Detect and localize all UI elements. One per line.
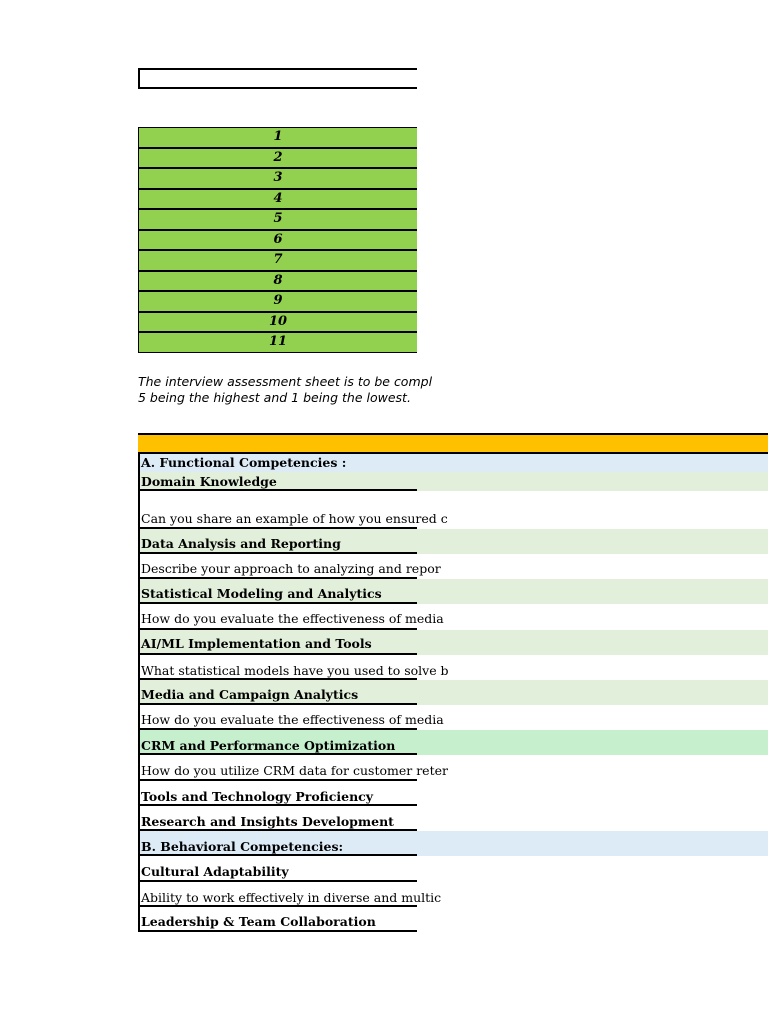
number-cell: 7 [138, 250, 417, 271]
competency-label: AI/ML Implementation and Tools [138, 630, 417, 655]
question-text: What statistical models have you used to solve b [138, 655, 417, 680]
competency-label: Data Analysis and Reporting [138, 529, 417, 554]
number-cell: 3 [138, 168, 417, 189]
competency-label: Research and Insights Development [138, 806, 417, 831]
question-text: Describe your approach to analyzing and repor [138, 554, 417, 579]
section-header-label: B. Behavioral Competencies: [138, 831, 417, 856]
competency-label: Media and Campaign Analytics [138, 680, 417, 705]
header-bar [138, 433, 768, 452]
number-cell: 2 [138, 148, 417, 169]
question-text: Can you share an example of how you ensured c [138, 491, 417, 529]
competency-research [138, 806, 768, 831]
question-cultural [138, 882, 768, 907]
question-crm [138, 755, 768, 781]
competency-leadership [138, 907, 768, 932]
intro-line-2: 5 being the highest and 1 being the lowest. [138, 390, 411, 405]
competency-tools [138, 781, 768, 806]
number-cell: 4 [138, 189, 417, 210]
competency-aiml [138, 630, 768, 655]
intro-text [138, 374, 433, 406]
competency-statistical [138, 579, 768, 604]
number-cell: 5 [138, 209, 417, 230]
competency-label: Leadership & Team Collaboration [138, 907, 417, 932]
number-cell: 11 [138, 332, 417, 353]
competency-label: CRM and Performance Optimization [138, 730, 417, 755]
question-statistical [138, 604, 768, 630]
row-divider [138, 930, 417, 932]
question-media [138, 705, 768, 730]
question-data-analysis [138, 554, 768, 579]
title-box [138, 68, 417, 89]
competency-crm [138, 730, 768, 755]
question-text: How do you utilize CRM data for customer reter [138, 755, 417, 781]
competency-cultural [138, 856, 768, 882]
competency-media [138, 680, 768, 705]
question-domain-knowledge [138, 491, 768, 529]
number-cell: 10 [138, 312, 417, 333]
number-cell: 1 [138, 127, 417, 148]
section-header-label: A. Functional Competencies : [138, 454, 417, 472]
competency-label: Statistical Modeling and Analytics [138, 579, 417, 604]
competency-label: Tools and Technology Proficiency [138, 781, 417, 806]
number-cell: 6 [138, 230, 417, 251]
number-cell: 8 [138, 271, 417, 292]
competency-label: Cultural Adaptability [138, 856, 417, 882]
question-text: Ability to work effectively in diverse and multic [138, 882, 417, 907]
number-cell: 9 [138, 291, 417, 312]
competency-data-analysis [138, 529, 768, 554]
question-text: How do you evaluate the effectiveness of media [138, 705, 417, 730]
section-header-functional [138, 452, 768, 472]
intro-line-1: The interview assessment sheet is to be compl [138, 374, 433, 389]
section-header-behavioral [138, 831, 768, 856]
question-aiml [138, 655, 768, 680]
competency-label: Domain Knowledge [138, 472, 417, 491]
question-text: How do you evaluate the effectiveness of media [138, 604, 417, 630]
